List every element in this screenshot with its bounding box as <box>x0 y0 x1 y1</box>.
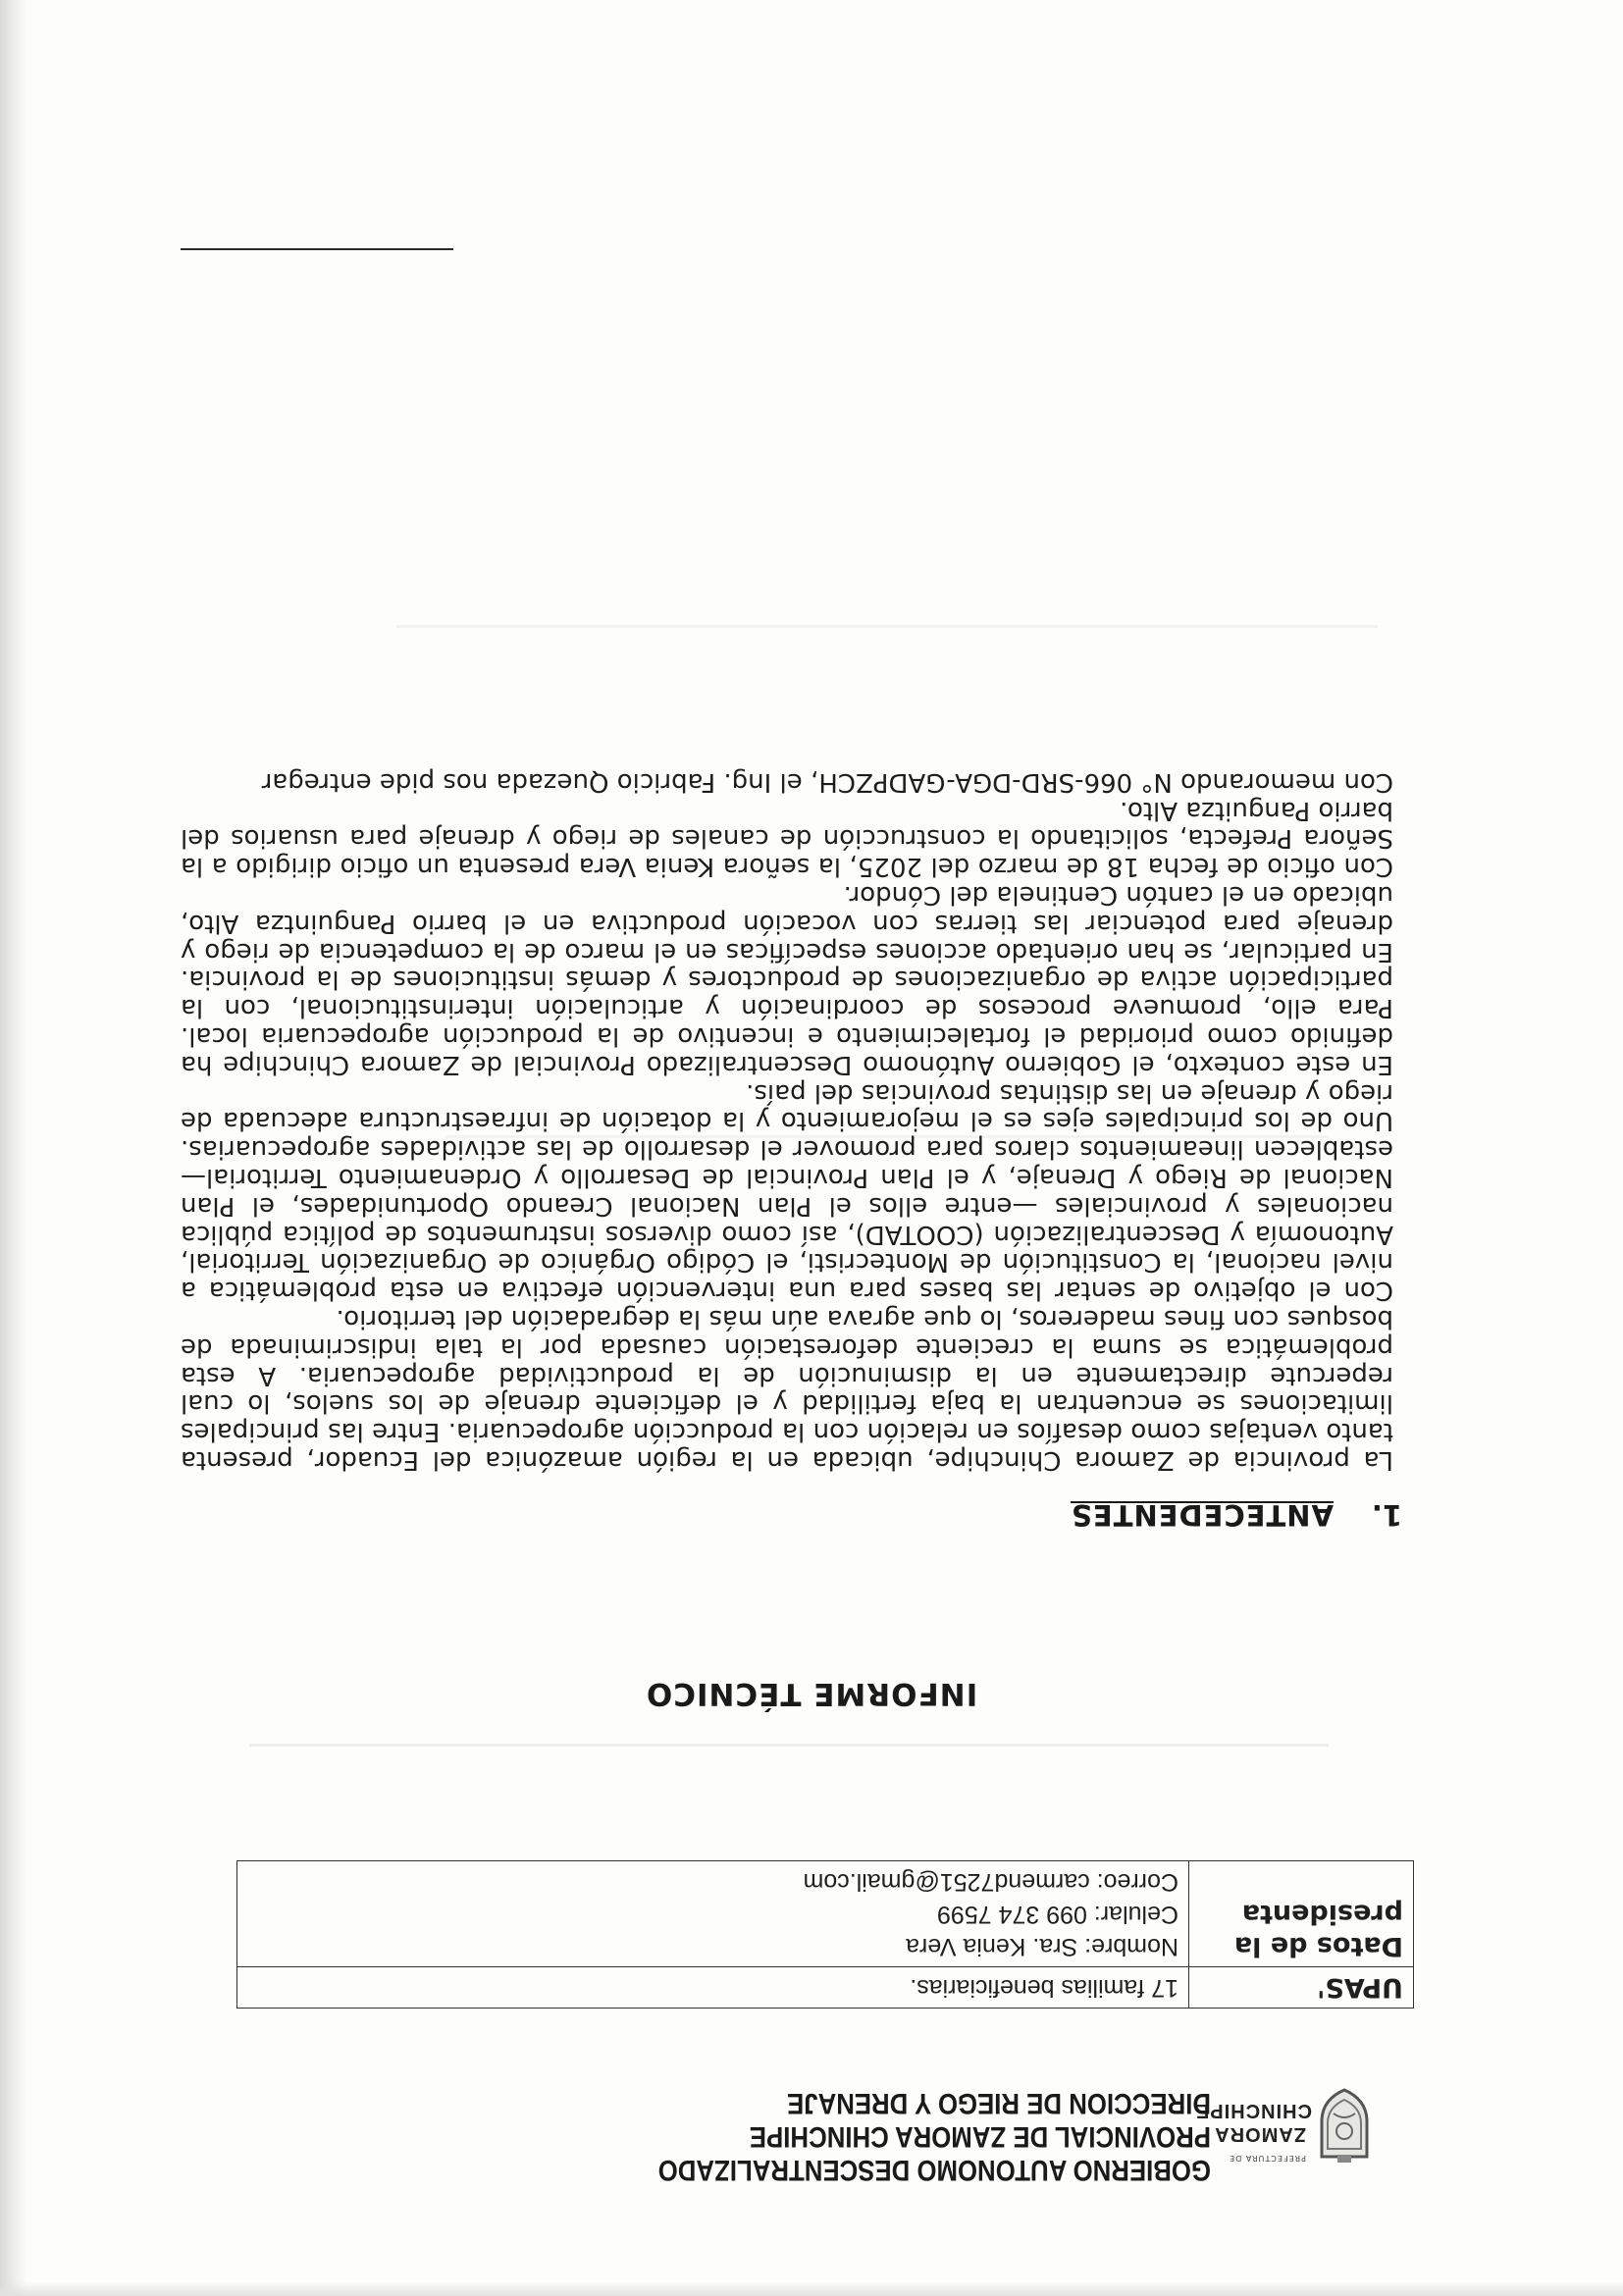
bleed-through-line <box>249 1744 1329 1747</box>
section-number: 1. <box>1371 1498 1402 1532</box>
row-value-presidenta <box>237 1861 1189 1967</box>
table-row <box>237 1967 1414 2009</box>
row-label-upas: UPAS' <box>1189 1967 1414 2009</box>
cell-line: 17 familias beneficiarias. <box>910 1974 1178 2002</box>
logo-small-text: PREFECTURA DE <box>1229 2154 1306 2163</box>
section-heading <box>617 1498 1402 1532</box>
paragraph: Con oficio de fecha 18 de marzo del 2025, la señora Kenia Vera presenta un oficio dirigido a la Señora Prefecta, solicitando la construcción de canales de riego y drenaje para usuarios del barrio Panguitza Alto. <box>181 795 1393 882</box>
header-line: GOBIERNO AUTONOMO DESCENTRALIZADO <box>657 2154 1211 2186</box>
cell-line-name: Nombre: Sra. Kenia Vera <box>906 1933 1178 1960</box>
bleed-through-line <box>396 625 1378 628</box>
header-line: PROVINCIAL DE ZAMORA CHINCHIPE <box>749 2120 1211 2153</box>
institution-header <box>620 2086 1211 2186</box>
paragraph: La provincia de Zamora Chinchipe, ubicada en la región amazónica del Ecuador, presenta tanto ventajas como desafíos en relación con la producción agropecuaria. Entre las principales limitaciones se encuentran la baja fertilidad y el deficiente drenaje de los suelos, lo cual repercute directamente en la disminución de la productividad agropecuaria. A esta problemática se suma la creciente deforestación causada por la tala indiscriminada de bosques con fines madereros, lo que agrava aún más la degradación del territorio. <box>181 1304 1393 1475</box>
section-title: ANTECEDENTES <box>1070 1498 1334 1532</box>
scan-edge-top-shadow <box>0 2282 1623 2296</box>
paragraph: Con memorando N° 066-SRD-DGA-GADPZCH, el Ing. Fabricio Quezada nos pide entregar <box>261 766 1393 797</box>
scan-edge-shadow <box>0 0 27 2296</box>
logo-word-zamora: ZAMORA <box>1214 2123 1306 2145</box>
beneficiary-info-table <box>236 1860 1414 2009</box>
cell-line-phone: Celular: 099 374 7599 <box>936 1901 1178 1928</box>
row-label-presidenta: Datos de la presidenta <box>1189 1861 1414 1967</box>
row-value-families <box>237 1967 1189 2009</box>
coat-of-arms-icon <box>1316 2086 1373 2165</box>
logo-word-chinchipe: CHINCHIPE <box>1194 2100 1312 2121</box>
body-text <box>181 767 1393 1474</box>
report-title: INFORME TÉCNICO <box>645 1676 978 1711</box>
paragraph: Con el objetivo de sentar las bases para una intervención efectiva en esta problemática a nivel nacional, la Constitución de Montecristi, el Código Orgánico de Organización Territorial, Autonomía y Descentralización (COOTAD), así como diversos instrumentos de política pública nacionales y provinciales —entre ellos el Plan Nacional Creando Oportunidades, el Plan Nacional de Riego y Drenaje, y el Plan Provincial de Desarrollo y Ordenamiento Territorial— establecen lineamientos claros para promover el desarrollo de las actividades agropecuarias. Uno de los principales ejes es el mejoramiento y la dotación de infraestructura adecuada de riego y drenaje en las distintas provincias del país. <box>181 1077 1393 1306</box>
underline-rule <box>181 248 453 250</box>
table-row <box>237 1861 1414 1967</box>
header-line: DIRECCION DE RIEGO Y DRENAJE <box>786 2087 1211 2119</box>
paragraph: En este contexto, el Gobierno Autónomo Descentralizado Provincial de Zamora Chinchipe ha definido como prioridad el fortalecimiento e incentivo de la producción agropecuaria local. Para ello, promueve procesos de coordinación y articulación interinstitucional, con la participación activa de organizaciones de productores y demás instituciones de la provincia. En particular, se han orientado acciones específicas en el marco de la competencia de riego y drenaje para potenciar las tierras con vocación productiva en el barrio Panguintza Alto, ubicado en el cantón Centinela del Cóndor. <box>181 880 1393 1079</box>
prefectura-logo <box>1194 2059 1373 2186</box>
cell-line-email: Correo: carmend7251@gmail.com <box>803 1868 1178 1896</box>
